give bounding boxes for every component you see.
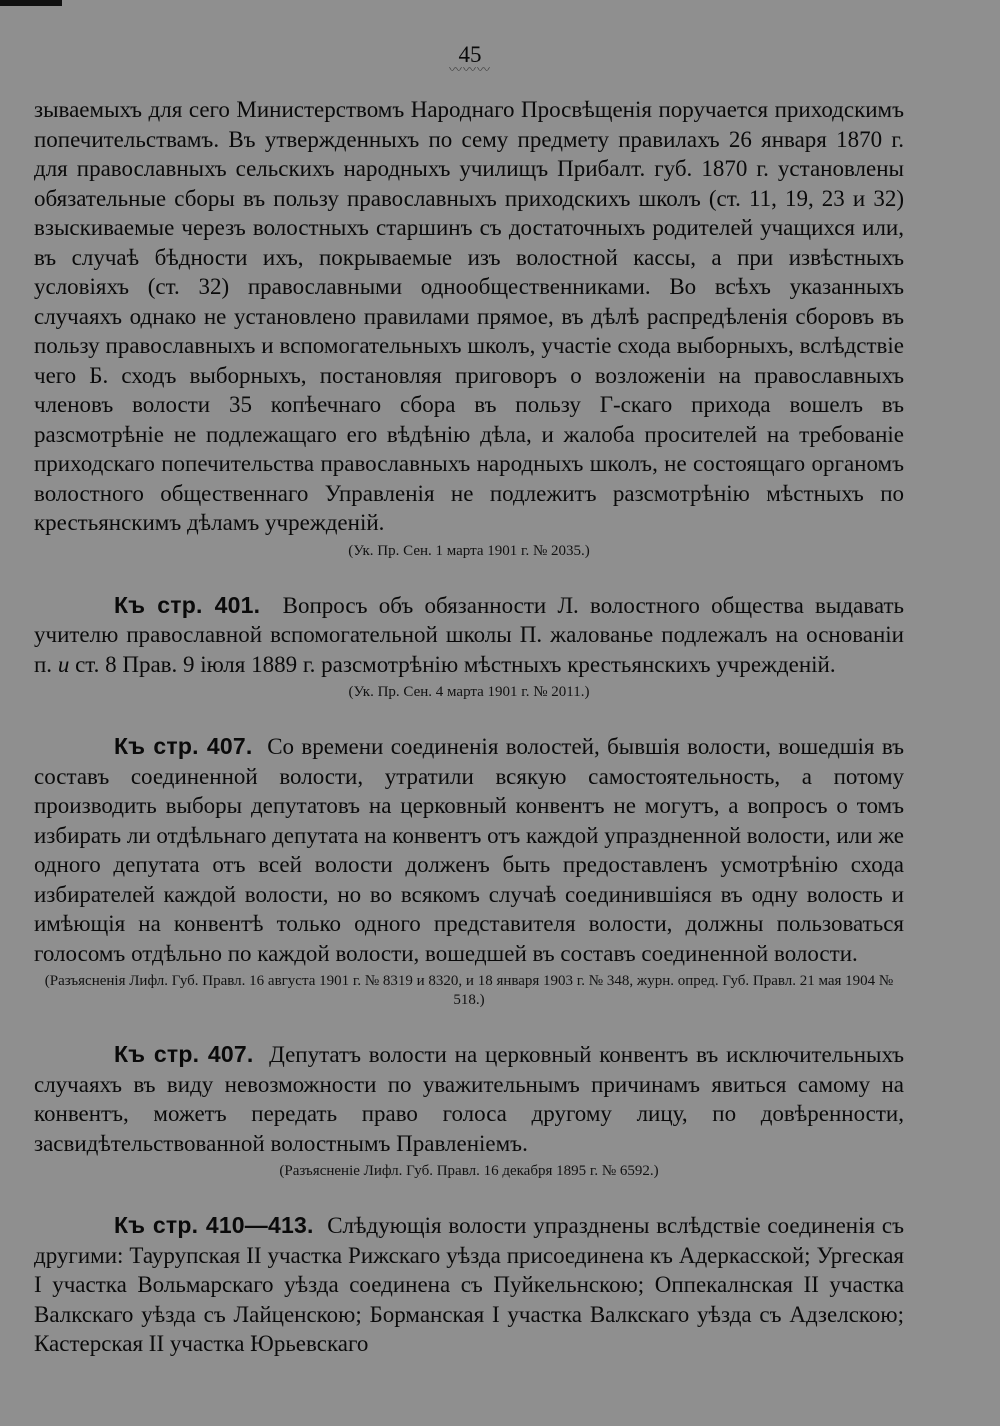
section-page-410-413 xyxy=(34,1211,904,1359)
section-text: Депутатъ волости на церковный конвентъ въ исключительныхъ случаяхъ въ виду невозможности по уважительнымъ причинамъ явиться самому на конвентъ, можетъ передать право голоса другому лицу, по довѣренности, засвидѣтельствованной волостнымъ Правленіемъ. xyxy=(34,1042,905,1156)
section-page-401 xyxy=(34,591,904,703)
section-paragraph xyxy=(34,1211,904,1359)
section-source-citation: (Разъясненія Лифл. Губ. Правл. 16 августа 1901 г. № 8319 и 8320, и 18 января 1903 г. № 348, журн. опред. Губ. Правл. 21 мая 1904 № 518.) xyxy=(44,973,894,1008)
intro-paragraph: зываемыхъ для сего Министерствомъ Народнаго Просвѣщенія поручается приходскимъ попечительствамъ. Въ утвержденныхъ по сему предмету правилахъ 26 января 1870 г. для православныхъ сельскихъ народныхъ училищъ Прибалт. губ. 1870 г. установлены обязательные сборы въ пользу православныхъ приходскихъ школъ (ст. 11, 19, 23 и 32) взыскиваемые черезъ волостныхъ старшинъ съ достаточныхъ родителей учащихся или, въ случаѣ бѣдности ихъ, покрываемые изъ волостной кассы, а при извѣстныхъ условіяхъ (ст. 32) православными однообщественниками. Во всѣхъ указанныхъ случаяхъ однако не установлено правилами прямое, въ дѣлѣ распредѣленія сборовъ въ пользу православныхъ и вспомогательныхъ школъ, участіе схода выборныхъ, вслѣдствіе чего Б. сходъ выборныхъ, постановляя приговоръ о возложеніи на православныхъ членовъ волости 35 копѣечнаго сбора въ пользу Г-скаго прихода вошелъ въ разсмотрѣніе не подлежащаго его вѣдѣнію дѣла, и жалоба просителей на требованіе приходскаго попечительства православныхъ народныхъ школъ, не состоящаго органомъ волостного общественнаго Управленія не подлежитъ разсмотрѣнію мѣстныхъ по крестьянскимъ дѣламъ учрежденій. xyxy=(34,97,904,535)
section-text: Вопросъ объ обязанности Л. волостного общества выдавать учителю православной вспомогательной школы П. жалованье подлежалъ на основаніи п. xyxy=(34,592,904,677)
section-text-italic: и xyxy=(57,651,70,677)
section-heading: Къ стр. 407. xyxy=(114,1041,254,1067)
section-paragraph xyxy=(34,732,904,968)
section-source-citation: (Ук. Пр. Сен. 4 марта 1901 г. № 2011.) xyxy=(348,684,590,700)
section-heading: Къ стр. 407. xyxy=(114,733,253,759)
section-text: Слѣдующія волости упразднены вслѣдствіе соединенія съ другими: Таурупская II участка Рижскаго уѣзда присоединена къ Адеркасской; Ургеская I участка Вольмарскаго уѣзда соединена съ Пуйкельнскою; Оппекалнская II участка Валкскаго уѣзда съ Лайценскою; Борманская I участка Валкскаго уѣзда съ Адзелскою; Кастерская II участка Юрьевскаго xyxy=(34,1213,905,1356)
section-paragraph xyxy=(34,1040,904,1158)
page-number: 45 xyxy=(458,42,482,67)
section-source-citation: (Разъясненіе Лифл. Губ. Правл. 16 декабря 1895 г. № 6592.) xyxy=(279,1163,659,1179)
section-heading: Къ стр. 410—413. xyxy=(114,1212,314,1238)
section-paragraph xyxy=(34,591,904,680)
section-page-407-b xyxy=(34,1040,904,1181)
scan-corner-mark xyxy=(0,0,62,6)
section-page-407-a xyxy=(34,732,904,1010)
intro-source-citation: (Ук. Пр. Сен. 1 марта 1901 г. № 2035.) xyxy=(348,542,590,559)
section-text-continued: ст. 8 Прав. 9 іюля 1889 г. разсмотрѣнію мѣстныхъ крестьянскихъ учрежденій. xyxy=(75,651,836,677)
document-body xyxy=(34,95,904,1359)
page-number-ornament: 〰〰〰 xyxy=(448,62,491,77)
section-heading: Къ стр. 401. xyxy=(114,591,261,618)
section-text: Со времени соединенія волостей, бывшія волости, вошедшія въ составъ соединенной волости, утратили всякую самостоятельность, а потому производить выборы депутатовъ на церковный конвентъ не могутъ, а вопросъ о томъ избирать ли отдѣльнаго депутата на конвентъ отъ каждой упраздненной волости, или же одного депутата отъ всей волости долженъ быть предоставленъ усмотрѣнію схода избирателей каждой волости, но во всякомъ случаѣ соединившіяся въ одну волость и имѣющія на конвентѣ только одного представителя волости, должны пользоваться голосомъ отдѣльно по каждой волости, вошедшей въ составъ соединенной волости. xyxy=(34,734,905,966)
